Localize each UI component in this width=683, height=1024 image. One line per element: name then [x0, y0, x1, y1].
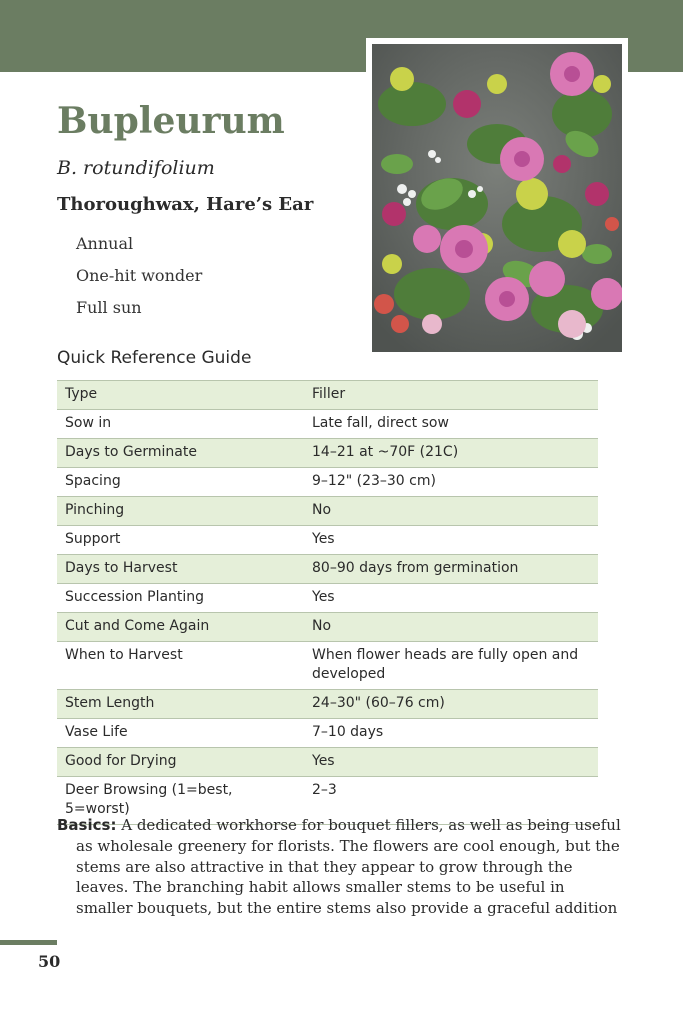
row-key: Deer Browsing (1=best, 5=worst) [57, 777, 304, 825]
row-value: 2–3 [304, 777, 598, 825]
photo-frame [366, 38, 628, 356]
table-row [57, 748, 598, 777]
table-row [57, 468, 598, 497]
row-value: 24–30" (60–76 cm) [304, 690, 598, 719]
table-row [57, 381, 598, 410]
row-value: Yes [304, 526, 598, 555]
flower-bouquet-photo [372, 44, 622, 352]
table-row [57, 497, 598, 526]
table-row [57, 719, 598, 748]
reference-table [57, 380, 598, 825]
table-row [57, 555, 598, 584]
table-row [57, 642, 598, 690]
table-row [57, 613, 598, 642]
row-key: Support [57, 526, 304, 555]
row-value: Yes [304, 748, 598, 777]
row-key: Spacing [57, 468, 304, 497]
row-key: Pinching [57, 497, 304, 526]
row-value: Yes [304, 584, 598, 613]
table-row [57, 439, 598, 468]
row-value: 80–90 days from germination [304, 555, 598, 584]
row-key: Type [57, 381, 304, 410]
row-value: No [304, 497, 598, 526]
reference-guide-title: Quick Reference Guide [57, 348, 252, 368]
row-key: Good for Drying [57, 748, 304, 777]
bouquet-illustration [372, 44, 622, 352]
latin-name: B. rotundifolium [57, 157, 215, 179]
basics-label: Basics: [57, 816, 117, 834]
page-title: Bupleurum [57, 100, 285, 142]
row-value: 7–10 days [304, 719, 598, 748]
row-key: Cut and Come Again [57, 613, 304, 642]
row-value: 14–21 at ~70F (21C) [304, 439, 598, 468]
basics-text: A dedicated workhorse for bouquet fillers, as well as being useful as wholesale greenery for florists. The flowers are cool enough, but the stems are also attractive in that they appear to grow through the leaves. The branching habit allows smaller stems to be useful in smaller bouquets, but the entire stems also provide a graceful addition [76, 816, 621, 918]
basics-paragraph [57, 815, 621, 919]
row-value: 9–12" (23–30 cm) [304, 468, 598, 497]
row-key: Succession Planting [57, 584, 304, 613]
row-value: No [304, 613, 598, 642]
table-row [57, 410, 598, 439]
table-row [57, 690, 598, 719]
footer-rule [0, 940, 57, 945]
row-key: Days to Harvest [57, 555, 304, 584]
row-key: Stem Length [57, 690, 304, 719]
table-row [57, 584, 598, 613]
row-key: Vase Life [57, 719, 304, 748]
row-value: Late fall, direct sow [304, 410, 598, 439]
attribute-light: Full sun [76, 298, 142, 317]
row-value: Filler [304, 381, 598, 410]
row-value: When flower heads are fully open and developed [304, 642, 598, 690]
row-key: When to Harvest [57, 642, 304, 690]
attribute-bloom-habit: One-hit wonder [76, 266, 203, 285]
page-number: 50 [38, 952, 61, 971]
table-row [57, 526, 598, 555]
row-key: Days to Germinate [57, 439, 304, 468]
attribute-lifecycle: Annual [76, 234, 134, 253]
common-names: Thoroughwax, Hare’s Ear [57, 194, 314, 215]
row-key: Sow in [57, 410, 304, 439]
